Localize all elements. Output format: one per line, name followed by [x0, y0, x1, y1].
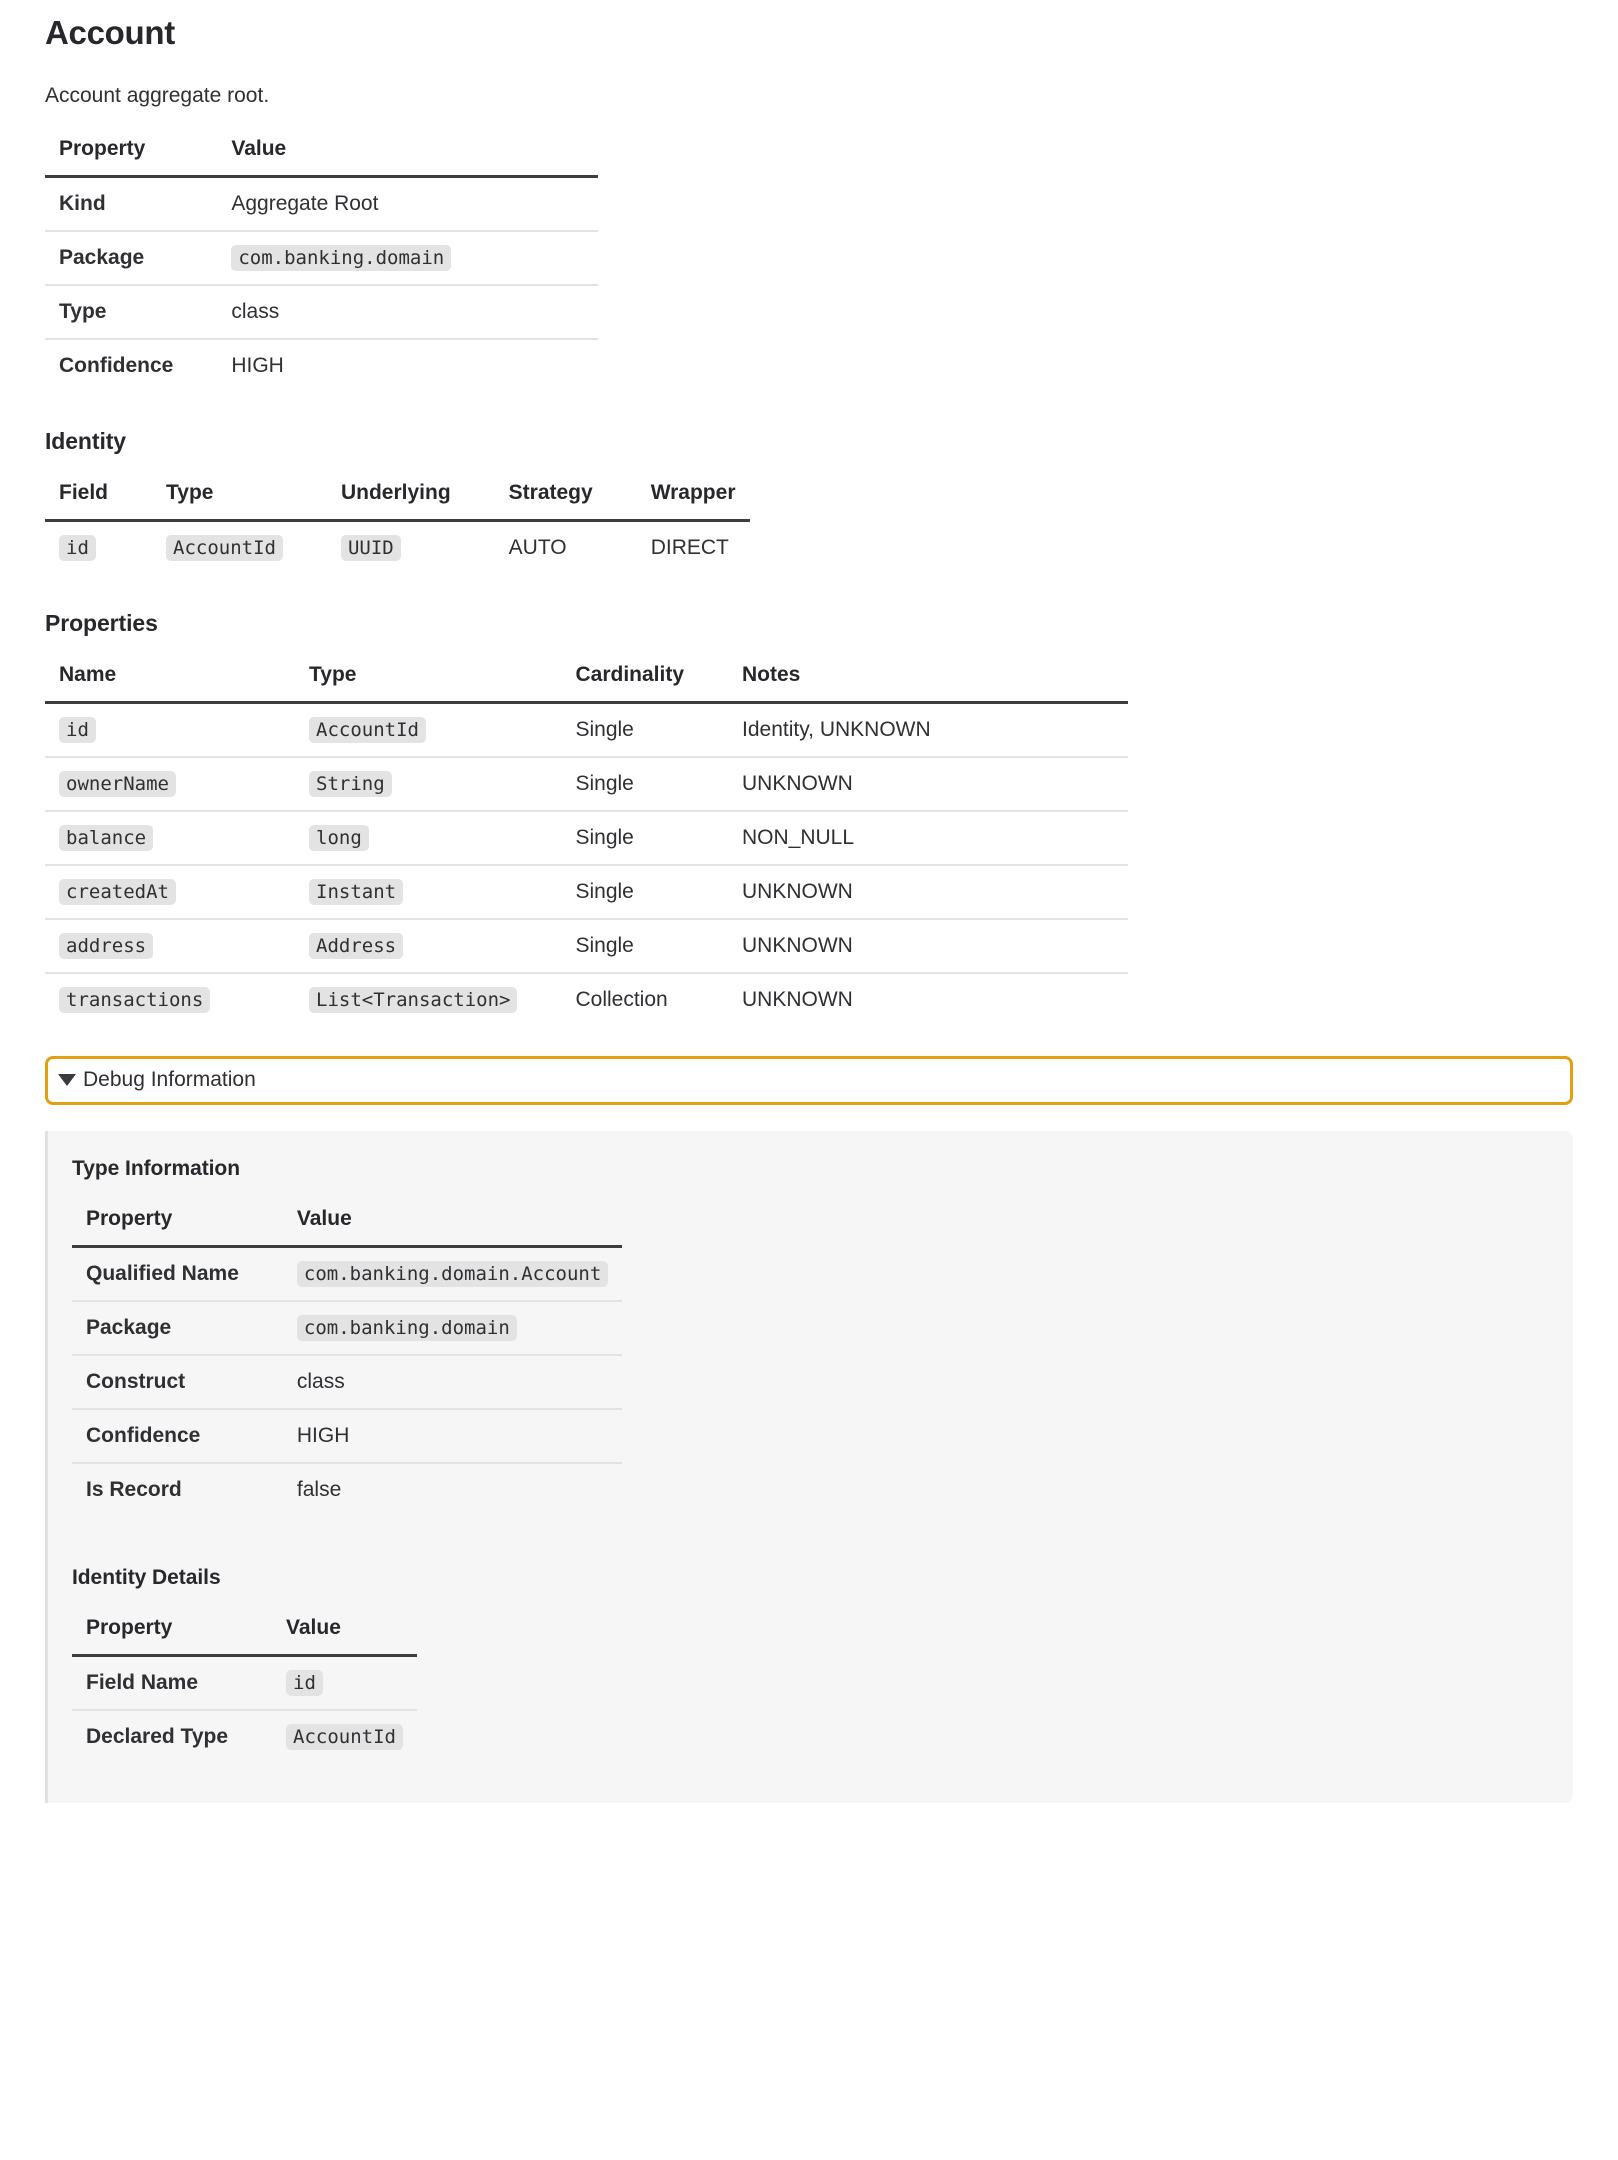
identity-details-table: [72, 1616, 417, 1763]
column-header-field: Field: [45, 481, 152, 521]
table-row: [72, 1301, 622, 1355]
identity-table: [45, 481, 750, 574]
document-page: [0, 12, 1618, 1803]
row-value: HIGH: [283, 1409, 622, 1463]
debug-information-disclosure[interactable]: [45, 1056, 1573, 1105]
code-chip: com.banking.domain.Account: [297, 1261, 608, 1287]
debug-information-panel: [45, 1131, 1573, 1803]
row-value: [283, 1246, 622, 1301]
section-heading-identity: Identity: [45, 427, 126, 454]
column-header-wrapper: Wrapper: [637, 481, 750, 521]
table-header-row: [45, 481, 750, 521]
table-row: [45, 702, 1128, 757]
column-header-strategy: Strategy: [495, 481, 637, 521]
property-notes: Identity, UNKNOWN: [728, 702, 1128, 757]
identity-underlying: [327, 520, 495, 574]
table-header-row: [45, 663, 1128, 703]
row-label: Package: [72, 1301, 283, 1355]
page-title: Account: [45, 14, 175, 51]
row-label: Confidence: [59, 353, 174, 377]
property-notes: UNKNOWN: [728, 919, 1128, 973]
property-type: [295, 757, 561, 811]
property-name: [45, 865, 295, 919]
property-type: [295, 973, 561, 1026]
table-row: [45, 176, 598, 231]
property-name: [45, 973, 295, 1026]
table-header-row: [72, 1207, 622, 1247]
property-name: [45, 702, 295, 757]
table-row: [45, 520, 750, 574]
code-chip: com.banking.domain: [297, 1315, 517, 1341]
column-header-property: Property: [72, 1207, 283, 1247]
row-value: [283, 1301, 622, 1355]
property-notes: UNKNOWN: [728, 757, 1128, 811]
code-chip: String: [309, 771, 392, 797]
table-header-row: [45, 137, 598, 177]
column-header-underlying: Underlying: [327, 481, 495, 521]
overview-table: [45, 137, 598, 392]
code-chip: transactions: [59, 987, 210, 1013]
table-row: [45, 231, 598, 285]
column-header-type: Type: [295, 663, 561, 703]
property-notes: NON_NULL: [728, 811, 1128, 865]
property-cardinality: Single: [561, 811, 728, 865]
table-row: [45, 339, 598, 392]
code-chip: AccountId: [166, 535, 283, 561]
identity-type: [152, 520, 327, 574]
code-chip: Address: [309, 933, 403, 959]
code-chip: UUID: [341, 535, 401, 561]
column-header-notes: Notes: [728, 663, 1128, 703]
column-header-type: Type: [152, 481, 327, 521]
properties-table: [45, 663, 1128, 1026]
type-information-table: [72, 1207, 622, 1516]
code-chip: balance: [59, 825, 153, 851]
table-row: [72, 1710, 417, 1763]
panel-heading-type-information: Type Information: [72, 1156, 240, 1180]
debug-information-label: Debug Information: [83, 1067, 256, 1091]
column-header-cardinality: Cardinality: [561, 663, 728, 703]
overview-table-body: [45, 176, 598, 392]
properties-table-body: [45, 702, 1128, 1026]
code-chip: com.banking.domain: [231, 245, 451, 271]
page-description: Account aggregate root.: [45, 84, 270, 108]
code-chip: address: [59, 933, 153, 959]
chevron-down-icon: [58, 1074, 76, 1086]
table-row: [72, 1246, 622, 1301]
table-row: [45, 973, 1128, 1026]
type-information-table-body: [72, 1246, 622, 1516]
panel-heading-identity-details: Identity Details: [72, 1565, 221, 1589]
row-value: [272, 1655, 417, 1710]
table-row: [45, 285, 598, 339]
table-row: [72, 1355, 622, 1409]
property-type: [295, 811, 561, 865]
property-cardinality: Single: [561, 919, 728, 973]
row-value: HIGH: [231, 353, 284, 377]
row-label: Declared Type: [86, 1724, 229, 1748]
code-chip: id: [286, 1670, 323, 1696]
column-header-property: Property: [45, 137, 217, 177]
table-row: [45, 757, 1128, 811]
row-label: Construct: [72, 1355, 283, 1409]
property-notes: UNKNOWN: [742, 987, 853, 1011]
table-row: [45, 865, 1128, 919]
row-label: Package: [45, 231, 217, 285]
column-header-property: Property: [72, 1616, 272, 1656]
code-chip: AccountId: [286, 1724, 403, 1750]
property-cardinality: Collection: [575, 987, 668, 1011]
column-header-value: Value: [217, 137, 598, 177]
identity-table-body: [45, 520, 750, 574]
code-chip: AccountId: [309, 717, 426, 743]
code-chip: ownerName: [59, 771, 176, 797]
property-type: [295, 919, 561, 973]
identity-field: [45, 520, 152, 574]
table-row: [45, 919, 1128, 973]
code-chip: Instant: [309, 879, 403, 905]
column-header-value: Value: [283, 1207, 622, 1247]
row-value: false: [296, 1477, 342, 1501]
code-chip: id: [59, 535, 96, 561]
row-label: Type: [45, 285, 217, 339]
code-chip: List<Transaction>: [309, 987, 517, 1013]
property-name: [45, 919, 295, 973]
row-label: Confidence: [72, 1409, 283, 1463]
property-notes: UNKNOWN: [728, 865, 1128, 919]
row-label: Qualified Name: [72, 1246, 283, 1301]
row-label: Kind: [45, 176, 217, 231]
code-chip: createdAt: [59, 879, 176, 905]
identity-details-table-body: [72, 1655, 417, 1763]
property-cardinality: Single: [561, 865, 728, 919]
property-name: [45, 757, 295, 811]
identity-wrapper: DIRECT: [650, 535, 729, 559]
identity-strategy: AUTO: [508, 535, 567, 559]
property-cardinality: Single: [561, 757, 728, 811]
row-value: [272, 1710, 417, 1763]
section-heading-properties: Properties: [45, 609, 158, 636]
table-row: [72, 1655, 417, 1710]
code-chip: long: [309, 825, 369, 851]
code-chip: id: [59, 717, 96, 743]
row-value: Aggregate Root: [217, 176, 598, 231]
property-type: [295, 702, 561, 757]
row-label: Field Name: [72, 1655, 272, 1710]
property-cardinality: Single: [561, 702, 728, 757]
row-value: [217, 231, 598, 285]
property-type: [295, 865, 561, 919]
row-value: class: [217, 285, 598, 339]
property-name: [45, 811, 295, 865]
table-row: [72, 1409, 622, 1463]
row-label: Is Record: [86, 1477, 182, 1501]
column-header-value: Value: [272, 1616, 417, 1656]
column-header-name: Name: [45, 663, 295, 703]
table-row: [72, 1463, 622, 1516]
debug-information-summary[interactable]: [48, 1059, 1570, 1102]
table-header-row: [72, 1616, 417, 1656]
table-row: [45, 811, 1128, 865]
row-value: class: [283, 1355, 622, 1409]
